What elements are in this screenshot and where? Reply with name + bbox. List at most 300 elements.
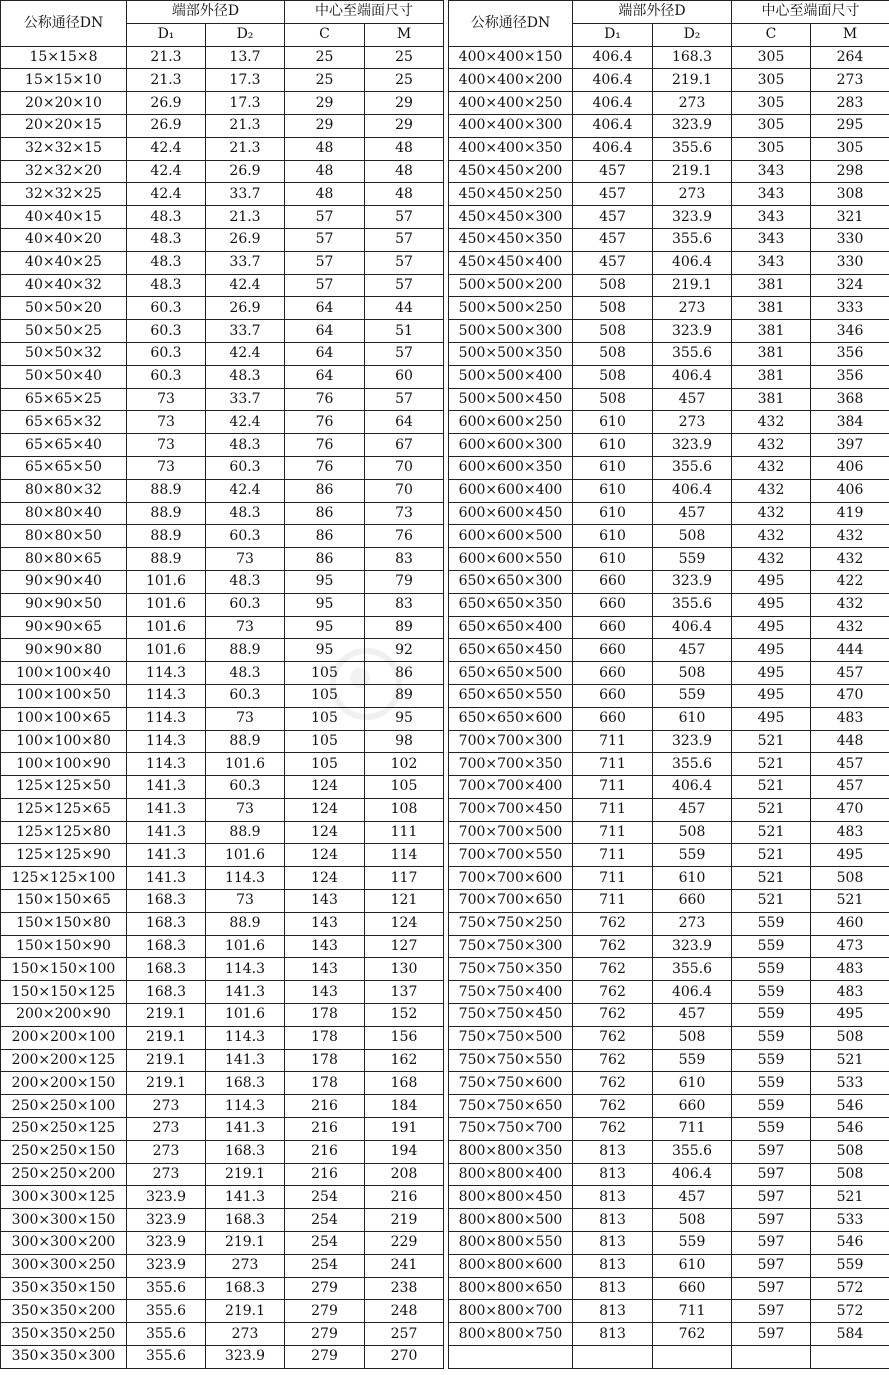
table-row [449,935,889,958]
cell-m: 248 [365,1300,444,1323]
table-row [449,912,889,935]
table-row [449,69,889,92]
table-row [1,935,444,958]
table-row [449,1118,889,1141]
cell-d1: 660 [573,662,653,685]
cell-m: 295 [811,114,889,137]
cell-m: 194 [365,1140,444,1163]
cell-m: 156 [365,1026,444,1049]
cell-m: 57 [365,388,444,411]
cell-m: 257 [365,1323,444,1346]
cell-d2: 355.6 [653,958,732,981]
cell-nominal-diameter [449,1346,573,1369]
table-row [449,92,889,115]
cell-d2: 762 [653,1323,732,1346]
cell-m: 229 [365,1232,444,1255]
cell-d2: 508 [653,821,732,844]
cell-c: 343 [732,251,811,274]
cell-c: 143 [285,912,365,935]
cell-d2: 219.1 [206,1232,285,1255]
cell-nominal-diameter: 800×800×750 [449,1323,573,1346]
cell-d1: 762 [573,912,653,935]
table-row [449,1346,889,1369]
table-row [1,411,444,434]
cell-nominal-diameter: 800×800×400 [449,1163,573,1186]
cell-nominal-diameter: 700×700×500 [449,821,573,844]
cell-m: 98 [365,730,444,753]
cell-c: 86 [285,479,365,502]
cell-d2: 88.9 [206,730,285,753]
cell-nominal-diameter: 400×400×350 [449,137,573,160]
cell-d1: 88.9 [127,479,206,502]
cell-m: 83 [365,548,444,571]
table-row [1,616,444,639]
header-row-top [449,1,889,24]
cell-d2: 406.4 [653,479,732,502]
cell-m: 324 [811,274,889,297]
cell-d1: 508 [573,342,653,365]
table-row [449,593,889,616]
cell-nominal-diameter: 650×650×500 [449,662,573,685]
cell-d1: 711 [573,753,653,776]
cell-d2: 168.3 [206,1209,285,1232]
cell-c: 305 [732,114,811,137]
cell-c: 95 [285,639,365,662]
cell-nominal-diameter: 800×800×550 [449,1232,573,1255]
cell-d1: 355.6 [127,1323,206,1346]
cell-nominal-diameter: 15×15×8 [1,46,127,69]
cell-d2: 323.9 [653,320,732,343]
table-row [449,1004,889,1027]
table-row [1,228,444,251]
cell-d2: 406.4 [653,251,732,274]
table-row [449,388,889,411]
cell-m: 432 [811,593,889,616]
cell-d1: 168.3 [127,912,206,935]
cell-m: 108 [365,798,444,821]
cell-d1: 457 [573,183,653,206]
header-nominal-diameter: 公称通径DN [449,1,573,47]
cell-d2: 610 [653,707,732,730]
table-row [449,958,889,981]
cell-d2: 42.4 [206,479,285,502]
table-row [449,1140,889,1163]
cell-m: 29 [365,114,444,137]
cell-m: 495 [811,844,889,867]
table-row [449,1049,889,1072]
cell-d1: 406.4 [573,46,653,69]
cell-d1: 762 [573,1118,653,1141]
cell-c: 279 [285,1346,365,1369]
cell-m: 111 [365,821,444,844]
cell-d2: 33.7 [206,183,285,206]
cell-nominal-diameter: 50×50×25 [1,320,127,343]
table-row [1,342,444,365]
cell-d2: 559 [653,1232,732,1255]
cell-nominal-diameter: 600×600×550 [449,548,573,571]
table-row [449,821,889,844]
cell-nominal-diameter: 80×80×32 [1,479,127,502]
cell-c: 381 [732,297,811,320]
cell-d2: 17.3 [206,92,285,115]
cell-nominal-diameter: 650×650×300 [449,570,573,593]
cell-d2: 355.6 [653,228,732,251]
cell-d1: 60.3 [127,320,206,343]
cell-d1: 42.4 [127,137,206,160]
table-row [1,867,444,890]
cell-c: 495 [732,684,811,707]
cell-d1: 610 [573,525,653,548]
cell-d2: 33.7 [206,320,285,343]
cell-m: 216 [365,1186,444,1209]
cell-d1: 508 [573,365,653,388]
table-row [449,1232,889,1255]
cell-nominal-diameter: 40×40×32 [1,274,127,297]
cell-m: 48 [365,160,444,183]
cell-c: 64 [285,342,365,365]
cell-c: 95 [285,593,365,616]
cell-d1: 355.6 [127,1300,206,1323]
cell-nominal-diameter: 700×700×600 [449,867,573,890]
cell-d1: 457 [573,228,653,251]
cell-d2: 17.3 [206,69,285,92]
cell-d2: 559 [653,548,732,571]
cell-m: 406 [811,479,889,502]
cell-nominal-diameter: 200×200×125 [1,1049,127,1072]
cell-m: 184 [365,1095,444,1118]
cell-d1: 711 [573,776,653,799]
cell-d2: 355.6 [653,342,732,365]
cell-nominal-diameter: 750×750×450 [449,1004,573,1027]
cell-d1: 660 [573,639,653,662]
cell-d1: 762 [573,1049,653,1072]
cell-m: 356 [811,365,889,388]
table-row [1,798,444,821]
cell-d1: 141.3 [127,867,206,890]
cell-nominal-diameter: 250×250×150 [1,1140,127,1163]
cell-nominal-diameter: 750×750×250 [449,912,573,935]
table-row [1,297,444,320]
table-row [1,662,444,685]
cell-m: 191 [365,1118,444,1141]
cell-d2: 660 [653,890,732,913]
cell-c: 254 [285,1254,365,1277]
table-row [1,1095,444,1118]
cell-d2: 610 [653,1072,732,1095]
cell-m: 137 [365,981,444,1004]
header-center-to-end: 中心至端面尺寸 [732,1,889,24]
cell-m: 384 [811,411,889,434]
cell-nominal-diameter: 100×100×90 [1,753,127,776]
table-row [449,1072,889,1095]
cell-m: 330 [811,228,889,251]
cell-nominal-diameter: 250×250×125 [1,1118,127,1141]
cell-d1: 660 [573,684,653,707]
cell-m: 460 [811,912,889,935]
cell-m: 444 [811,639,889,662]
cell-nominal-diameter: 600×600×250 [449,411,573,434]
cell-d2: 508 [653,1209,732,1232]
cell-c: 76 [285,411,365,434]
cell-d1: 26.9 [127,92,206,115]
table-row [449,798,889,821]
cell-c: 105 [285,753,365,776]
cell-c: 559 [732,958,811,981]
cell-nominal-diameter: 650×650×450 [449,639,573,662]
cell-d2: 457 [653,798,732,821]
cell-d2: 323.9 [653,935,732,958]
cell-m: 127 [365,935,444,958]
cell-d1: 508 [573,320,653,343]
cell-nominal-diameter: 750×750×600 [449,1072,573,1095]
cell-d2: 88.9 [206,912,285,935]
cell-nominal-diameter: 400×400×250 [449,92,573,115]
cell-m: 321 [811,206,889,229]
table-row [1,114,444,137]
header-center-to-end: 中心至端面尺寸 [285,1,444,24]
cell-m: 70 [365,479,444,502]
cell-m: 57 [365,228,444,251]
cell-m: 48 [365,183,444,206]
cell-d2: 141.3 [206,1186,285,1209]
table-row [1,912,444,935]
cell-nominal-diameter: 250×250×200 [1,1163,127,1186]
cell-nominal-diameter: 80×80×40 [1,502,127,525]
cell-d1: 813 [573,1163,653,1186]
cell-c: 381 [732,365,811,388]
cell-m: 448 [811,730,889,753]
table-row [449,160,889,183]
table-row [1,1254,444,1277]
table-row [1,753,444,776]
table-row [449,1209,889,1232]
cell-d1: 762 [573,935,653,958]
cell-d1: 813 [573,1209,653,1232]
cell-c: 124 [285,844,365,867]
cell-c: 521 [732,867,811,890]
cell-d1: 114.3 [127,730,206,753]
table-body-right [449,46,889,1368]
cell-nominal-diameter: 80×80×65 [1,548,127,571]
table-row [449,1163,889,1186]
cell-nominal-diameter: 500×500×350 [449,342,573,365]
cell-nominal-diameter: 40×40×20 [1,228,127,251]
cell-c: 597 [732,1209,811,1232]
cell-nominal-diameter: 650×650×350 [449,593,573,616]
cell-c: 343 [732,206,811,229]
cell-d2: 508 [653,1026,732,1049]
cell-m: 89 [365,684,444,707]
cell-d1: 610 [573,434,653,457]
cell-d2: 168.3 [206,1277,285,1300]
cell-c: 495 [732,570,811,593]
cell-d1: 114.3 [127,662,206,685]
cell-d2: 457 [653,1186,732,1209]
cell-nominal-diameter: 150×150×90 [1,935,127,958]
cell-c: 597 [732,1254,811,1277]
table-row [449,707,889,730]
cell-c: 495 [732,616,811,639]
cell-c: 254 [285,1186,365,1209]
cell-m: 483 [811,981,889,1004]
cell-nominal-diameter: 800×800×700 [449,1300,573,1323]
table-row [449,183,889,206]
cell-m: 83 [365,593,444,616]
cell-m: 473 [811,935,889,958]
cell-nominal-diameter: 700×700×450 [449,798,573,821]
cell-nominal-diameter: 90×90×65 [1,616,127,639]
cell-m: 219 [365,1209,444,1232]
cell-m: 264 [811,46,889,69]
cell-d2: 168.3 [206,1140,285,1163]
cell-m: 86 [365,662,444,685]
cell-d2: 101.6 [206,1004,285,1027]
cell-d1: 101.6 [127,639,206,662]
cell-d2: 60.3 [206,684,285,707]
cell-c: 495 [732,707,811,730]
cell-d2: 26.9 [206,297,285,320]
cell-c: 57 [285,251,365,274]
cell-m: 117 [365,867,444,890]
cell-d1: 114.3 [127,684,206,707]
cell-nominal-diameter: 450×450×300 [449,206,573,229]
cell-c: 76 [285,388,365,411]
cell-d2: 323.9 [653,730,732,753]
cell-m: 114 [365,844,444,867]
cell-m: 208 [365,1163,444,1186]
cell-d2: 559 [653,1049,732,1072]
cell-m: 305 [811,137,889,160]
cell-m: 406 [811,456,889,479]
header-nominal-diameter: 公称通径DN [1,1,127,47]
cell-c: 597 [732,1323,811,1346]
cell-d1: 73 [127,388,206,411]
cell-nominal-diameter: 125×125×65 [1,798,127,821]
table-row [1,274,444,297]
cell-d1: 48.3 [127,274,206,297]
cell-nominal-diameter: 32×32×25 [1,183,127,206]
cell-d2: 273 [653,183,732,206]
cell-d1: 323.9 [127,1232,206,1255]
cell-d1: 762 [573,1095,653,1118]
table-row [1,1186,444,1209]
table-row [449,981,889,1004]
cell-nominal-diameter: 700×700×550 [449,844,573,867]
table-row [449,411,889,434]
cell-m: 79 [365,570,444,593]
cell-c: 178 [285,1004,365,1027]
cell-c: 559 [732,935,811,958]
table-row [1,981,444,1004]
cell-m: 92 [365,639,444,662]
cell-m: 533 [811,1072,889,1095]
cell-nominal-diameter: 40×40×15 [1,206,127,229]
cell-c: 559 [732,1026,811,1049]
cell-c: 64 [285,297,365,320]
cell-c: 254 [285,1232,365,1255]
cell-d2: 273 [206,1254,285,1277]
cell-d2: 273 [653,912,732,935]
table-row [1,479,444,502]
cell-d1: 762 [573,958,653,981]
table-row [1,1277,444,1300]
cell-nominal-diameter: 750×750×350 [449,958,573,981]
cell-c: 124 [285,798,365,821]
cell-d1: 88.9 [127,525,206,548]
cell-d1: 114.3 [127,707,206,730]
cell-d1: 101.6 [127,570,206,593]
cell-m: 508 [811,867,889,890]
header-c: C [732,23,811,46]
cell-nominal-diameter: 65×65×50 [1,456,127,479]
cell-nominal-diameter: 300×300×150 [1,1209,127,1232]
cell-d2: 73 [206,707,285,730]
cell-nominal-diameter: 200×200×150 [1,1072,127,1095]
cell-m: 330 [811,251,889,274]
cell-d2: 273 [653,297,732,320]
cell-nominal-diameter: 800×800×650 [449,1277,573,1300]
cell-d1: 168.3 [127,958,206,981]
cell-c: 521 [732,753,811,776]
cell-m: 67 [365,434,444,457]
cell-d2: 114.3 [206,1095,285,1118]
cell-d1: 73 [127,456,206,479]
cell-d1: 273 [127,1163,206,1186]
cell-nominal-diameter: 100×100×80 [1,730,127,753]
cell-c: 521 [732,844,811,867]
cell-d1: 762 [573,1072,653,1095]
table-row [1,1049,444,1072]
cell-m: 152 [365,1004,444,1027]
cell-d2: 457 [653,502,732,525]
table-row [1,1118,444,1141]
cell-nominal-diameter: 32×32×15 [1,137,127,160]
cell-c: 521 [732,821,811,844]
cell-nominal-diameter: 450×450×400 [449,251,573,274]
cell-nominal-diameter: 400×400×200 [449,69,573,92]
cell-c: 143 [285,935,365,958]
cell-d2: 168.3 [206,1072,285,1095]
cell-d2: 660 [653,1095,732,1118]
cell-m: 76 [365,525,444,548]
cell-c: 432 [732,525,811,548]
cell-nominal-diameter: 200×200×90 [1,1004,127,1027]
cell-nominal-diameter: 650×650×600 [449,707,573,730]
cell-d2: 711 [653,1118,732,1141]
cell-d2: 323.9 [653,570,732,593]
cell-d1: 42.4 [127,160,206,183]
cell-m: 64 [365,411,444,434]
cell-d1: 60.3 [127,365,206,388]
table-row [1,1232,444,1255]
cell-d2: 355.6 [653,1140,732,1163]
cell-c: 597 [732,1300,811,1323]
cell-nominal-diameter: 20×20×10 [1,92,127,115]
table-row [449,867,889,890]
cell-c: 76 [285,434,365,457]
table-row [449,525,889,548]
cell-d2: 406.4 [653,365,732,388]
header-c: C [285,23,365,46]
header-m: M [365,23,444,46]
cell-d1: 42.4 [127,183,206,206]
cell-d1: 48.3 [127,206,206,229]
cell-nominal-diameter: 65×65×25 [1,388,127,411]
cell-c: 381 [732,388,811,411]
cell-d1: 660 [573,616,653,639]
table-row [449,639,889,662]
cell-d2: 323.9 [653,206,732,229]
